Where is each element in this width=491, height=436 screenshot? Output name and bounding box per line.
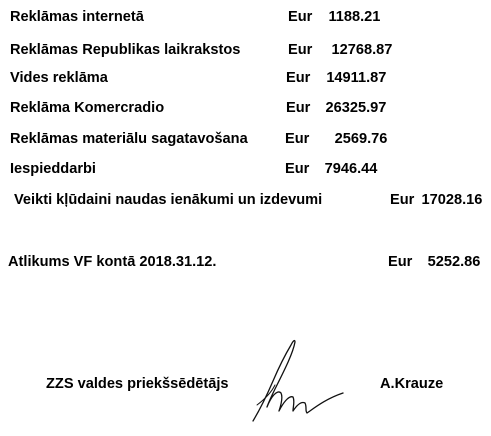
total-row	[0, 189, 491, 211]
amount-value: 2569.76	[334, 131, 388, 147]
amount-value: 1188.21	[328, 9, 381, 25]
currency-label: Eur	[285, 131, 310, 147]
amount-value: 7946.44	[324, 161, 378, 177]
total-label: Veikti kļūdaini naudas ienākumi un izdevumi	[14, 192, 323, 208]
currency-label: Eur	[390, 192, 415, 208]
expense-amount	[286, 97, 386, 119]
balance-row	[0, 251, 491, 273]
expense-row	[0, 97, 491, 119]
currency-label: Eur	[288, 42, 313, 58]
currency-label: Eur	[286, 70, 311, 86]
expense-amount	[285, 158, 377, 180]
signatory-name: A.Krauze	[380, 376, 444, 392]
amount-value: 17028.16	[421, 192, 483, 208]
expense-label: Reklāmas internetā	[10, 9, 144, 25]
expense-amount	[288, 39, 392, 61]
expense-row	[0, 39, 491, 61]
currency-label: Eur	[388, 254, 413, 270]
expense-label: Reklāmas Republikas laikrakstos	[10, 42, 241, 58]
amount-value: 14911.87	[326, 70, 387, 86]
expense-row	[0, 6, 491, 28]
currency-label: Eur	[288, 9, 313, 25]
currency-label: Eur	[285, 161, 310, 177]
balance-label: Atlikums VF kontā 2018.31.12.	[8, 254, 217, 270]
expense-amount	[288, 6, 380, 28]
expense-label: Reklāma Komercradio	[10, 100, 165, 116]
expense-row	[0, 158, 491, 180]
expense-label: Iespieddarbi	[10, 161, 96, 177]
signatory-title: ZZS valdes priekšsēdētājs	[46, 376, 229, 392]
currency-label: Eur	[286, 100, 311, 116]
total-amount	[390, 189, 482, 211]
expense-row	[0, 128, 491, 150]
balance-amount	[388, 251, 480, 273]
handwritten-signature	[245, 335, 355, 425]
expense-label: Vides reklāma	[10, 70, 108, 86]
amount-value: 5252.86	[427, 254, 481, 270]
expense-amount	[285, 128, 387, 150]
amount-value: 26325.97	[325, 100, 387, 116]
amount-value: 12768.87	[331, 42, 393, 58]
expense-amount	[286, 67, 386, 89]
expense-row	[0, 67, 491, 89]
expense-label: Reklāmas materiālu sagatavošana	[10, 131, 248, 147]
